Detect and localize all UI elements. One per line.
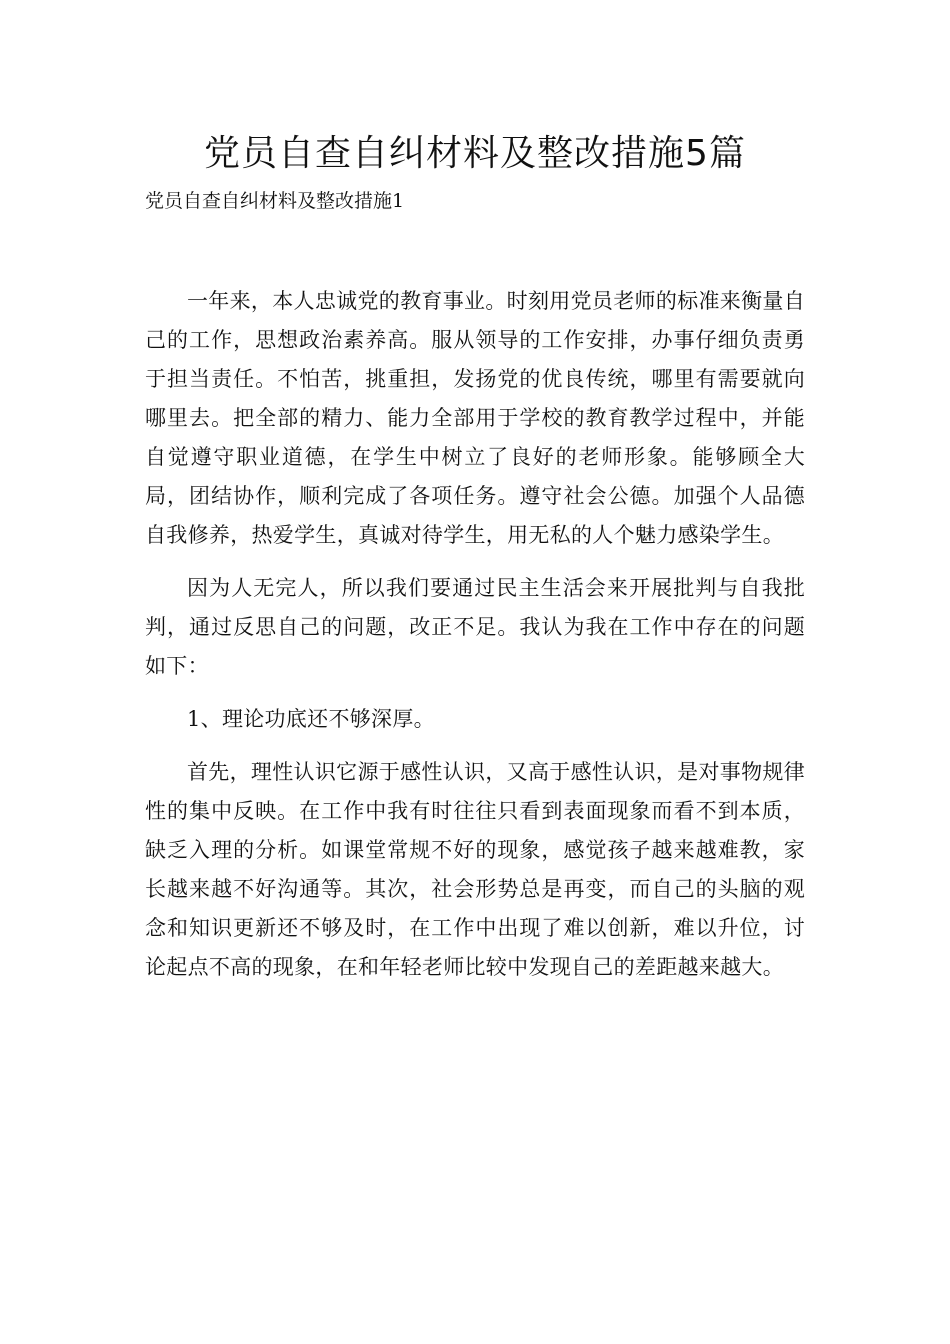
paragraph-theory: 首先，理性认识它源于感性认识，又高于感性认识，是对事物规律性的集中反映。在工作中我有时往往只看到表面现象而看不到本质，缺乏入理的分析。如课堂常规不好的现象，感觉孩子越来越难教，家长越来越不好沟通等。其次，社会形势总是再变，而自己的头脑的观念和知识更新还不够及时，在工作中出现了难以创新，难以升位，讨论起点不高的现象，在和年轻老师比较中发现自己的差距越来越大。 (145, 760, 805, 979)
document-body (145, 282, 805, 987)
paragraph-intro: 一年来，本人忠诚党的教育事业。时刻用党员老师的标准来衡量自己的工作，思想政治素养高。服从领导的工作安排，办事仔细负责勇于担当责任。不怕苦，挑重担，发扬党的优良传统，哪里有需要就向哪里去。把全部的精力、能力全部用于学校的教育教学过程中，并能自觉遵守职业道德，在学生中树立了良好的老师形象。能够顾全大局，团结协作，顺利完成了各项任务。遵守社会公德。加强个人品德自我修养，热爱学生，真诚对待学生，用无私的人个魅力感染学生。 (145, 289, 805, 547)
paragraph-item-heading: 1、理论功底还不够深厚。 (187, 707, 435, 731)
paragraph-self-criticism: 因为人无完人，所以我们要通过民主生活会来开展批判与自我批判，通过反思自己的问题，改正不足。我认为我在工作中存在的问题如下： (145, 576, 805, 678)
document-subtitle: 党员自查自纠材料及整改措施1 (145, 190, 405, 212)
document-title: 党员自查自纠材料及整改措施5篇 (204, 133, 746, 174)
